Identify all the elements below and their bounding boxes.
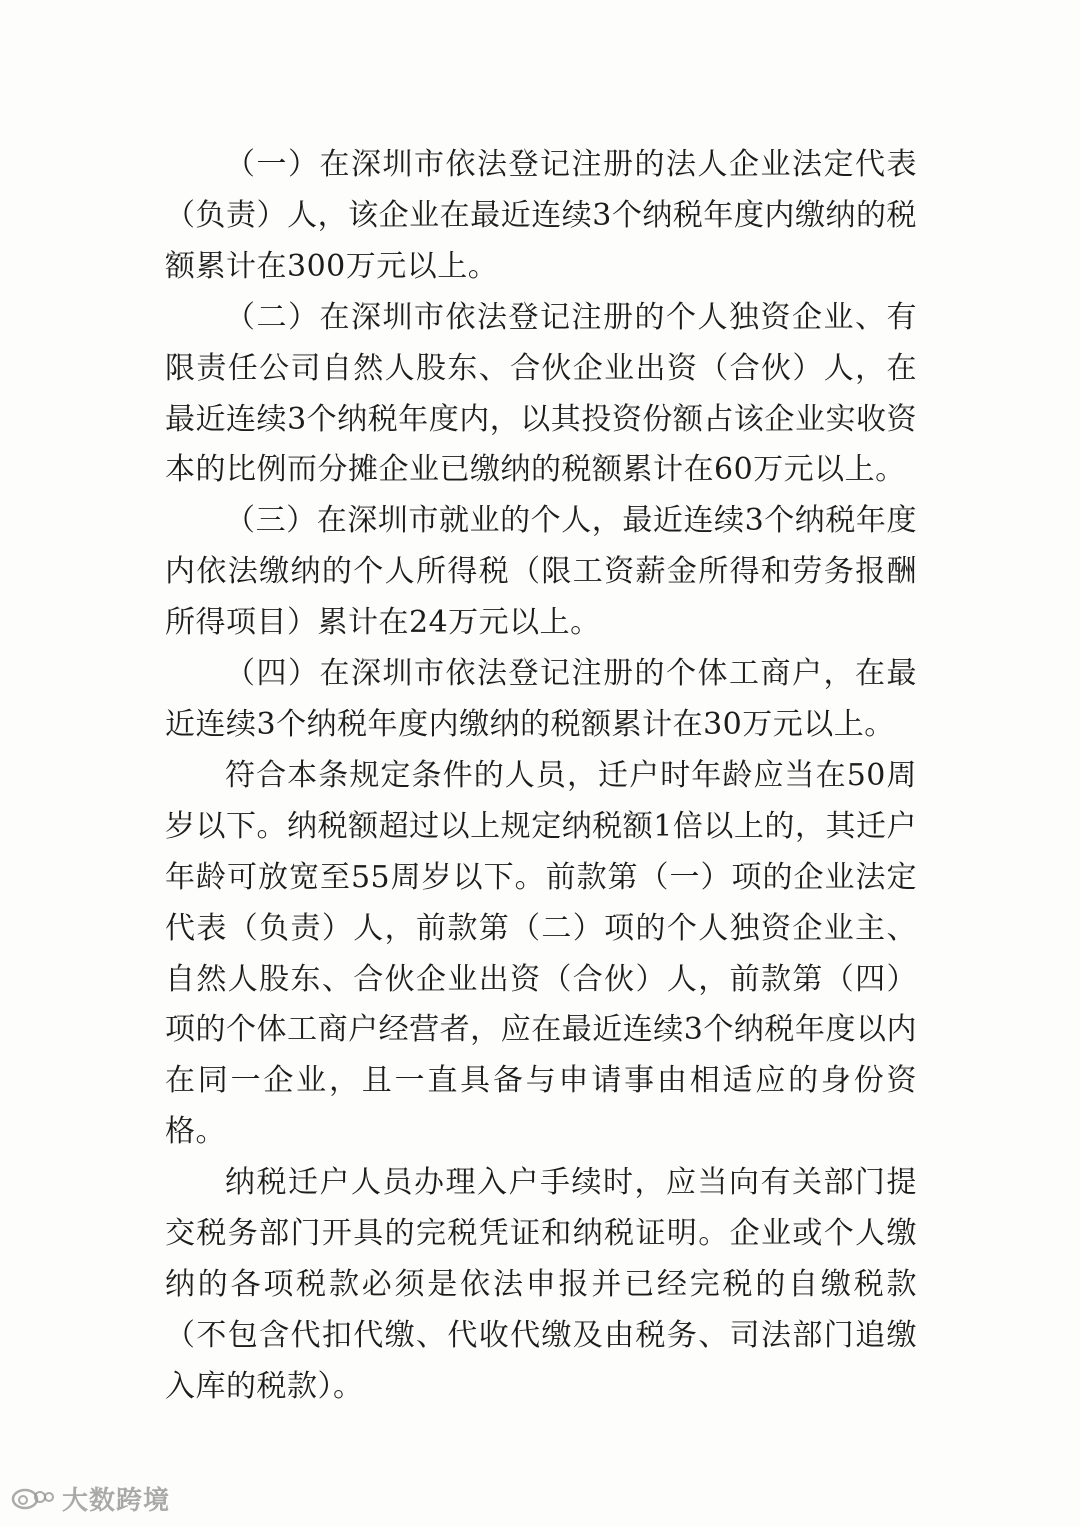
document-page — [165, 140, 917, 1413]
paragraph-1: （一）在深圳市依法登记注册的法人企业法定代表（负责）人，该企业在最近连续3个纳税年度内缴纳的税额累计在300万元以上。 — [165, 147, 917, 284]
paragraph-2: （二）在深圳市依法登记注册的个人独资企业、有限责任公司自然人股东、合伙企业出资（合伙）人，在最近连续3个纳税年度内，以其投资份额占该企业实收资本的比例而分摊企业已缴纳的税额累计在60万元以上。 — [165, 299, 917, 488]
weibo-style-eye-icon — [10, 1483, 54, 1513]
paragraph-4: （四）在深圳市依法登记注册的个体工商户，在最近连续3个纳税年度内缴纳的税额累计在30万元以上。 — [165, 656, 917, 742]
watermark — [10, 1478, 170, 1518]
paragraph-3: （三）在深圳市就业的个人，最近连续3个纳税年度内依法缴纳的个人所得税（限工资薪金所得和劳务报酬所得项目）累计在24万元以上。 — [165, 503, 917, 641]
watermark-text: 大数跨境 — [62, 1485, 171, 1516]
paragraph-5: 符合本条规定条件的人员，迁户时年龄应当在50周岁以下。纳税额超过以上规定纳税额1倍以上的，其迁户年龄可放宽至55周岁以下。前款第（一）项的企业法定代表（负责）人，前款第（二）项的个人独资企业主、自然人股东、合伙企业出资（合伙）人，前款第（四）项的个体工商户经营者，应在最近连续3个纳税年度以内在同一企业，且一直具备与申请事由相适应的身份资格。 — [165, 757, 917, 1150]
paragraph-6: 纳税迁户人员办理入户手续时，应当向有关部门提交税务部门开具的完税凭证和纳税证明。企业或个人缴纳的各项税款必须是依法申报并已经完税的自缴税款（不包含代扣代缴、代收代缴及由税务、司法部门追缴入库的税款）。 — [165, 1165, 917, 1404]
